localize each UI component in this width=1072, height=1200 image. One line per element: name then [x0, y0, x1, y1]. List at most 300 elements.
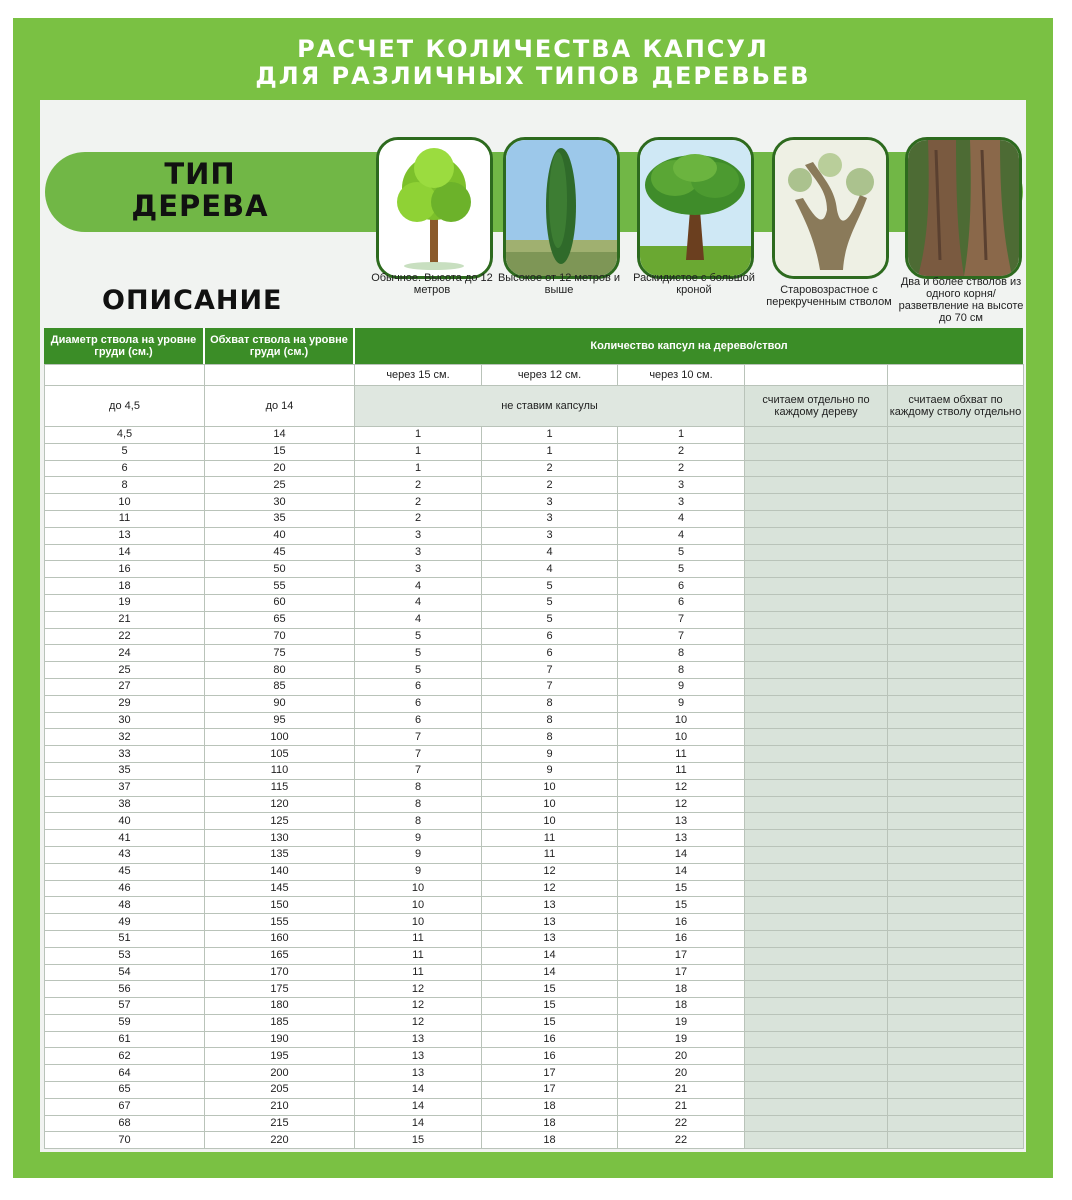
- capsules-12-cell: 10: [482, 813, 618, 830]
- multi-trunk-cell: [888, 1014, 1024, 1031]
- multi-trunk-note: считаем обхват по каждому стволу отдельно: [888, 386, 1024, 427]
- table-row: [45, 628, 1024, 645]
- capsules-15-cell: 7: [355, 729, 482, 746]
- girth-cell: 15: [205, 443, 355, 460]
- multi-trunk-cell: [888, 729, 1024, 746]
- poster-title: [13, 36, 1053, 90]
- table-row: [45, 846, 1024, 863]
- multi-trunk-cell: [888, 645, 1024, 662]
- table-row: [45, 712, 1024, 729]
- spacing-10: через 10 см.: [618, 365, 745, 386]
- old-tree-cell: [745, 846, 888, 863]
- capsules-10-cell: 15: [618, 880, 745, 897]
- diameter-cell: 11: [45, 510, 205, 527]
- old-tree-cell: [745, 1031, 888, 1048]
- multi-trunk-cell: [888, 998, 1024, 1015]
- capsules-12-cell: 13: [482, 930, 618, 947]
- table-row: [45, 930, 1024, 947]
- capsules-12-cell: 14: [482, 947, 618, 964]
- girth-cell: 175: [205, 981, 355, 998]
- old-tree-cell: [745, 964, 888, 981]
- capsules-10-cell: 8: [618, 645, 745, 662]
- capsules-15-cell: 8: [355, 796, 482, 813]
- capsules-12-cell: 3: [482, 494, 618, 511]
- capsules-12-cell: 18: [482, 1132, 618, 1149]
- capsules-12-cell: 8: [482, 695, 618, 712]
- old-tree-cell: [745, 813, 888, 830]
- capsules-15-cell: 3: [355, 561, 482, 578]
- capsules-12-cell: 11: [482, 846, 618, 863]
- multi-trunk-cell: [888, 494, 1024, 511]
- capsules-15-cell: 12: [355, 981, 482, 998]
- capsules-15-cell: 1: [355, 460, 482, 477]
- capsules-12-cell: 4: [482, 544, 618, 561]
- table-row: [45, 561, 1024, 578]
- table-row: [45, 1098, 1024, 1115]
- capsules-10-cell: 22: [618, 1115, 745, 1132]
- capsules-10-cell: 2: [618, 443, 745, 460]
- capsules-12-cell: 9: [482, 746, 618, 763]
- capsules-15-cell: 5: [355, 628, 482, 645]
- multi-trunk-cell: [888, 1098, 1024, 1115]
- old-tree-cell: [745, 427, 888, 444]
- multi-trunk-cell: [888, 813, 1024, 830]
- capsules-10-cell: 13: [618, 813, 745, 830]
- capsules-12-cell: 2: [482, 460, 618, 477]
- girth-cell: 105: [205, 746, 355, 763]
- table-row: [45, 494, 1024, 511]
- capsules-15-cell: 9: [355, 863, 482, 880]
- capsules-15-cell: 2: [355, 494, 482, 511]
- capsules-15-cell: 13: [355, 1065, 482, 1082]
- capsules-10-cell: 11: [618, 762, 745, 779]
- girth-cell: 165: [205, 947, 355, 964]
- capsule-table: [44, 364, 1024, 1149]
- capsules-10-cell: 14: [618, 846, 745, 863]
- diameter-cell: 33: [45, 746, 205, 763]
- old-tree-cell: [745, 460, 888, 477]
- capsules-10-cell: 5: [618, 561, 745, 578]
- empty-cell: [745, 365, 888, 386]
- old-tree-cell: [745, 678, 888, 695]
- multi-trunk-cell: [888, 1115, 1024, 1132]
- poster-frame: [13, 18, 1053, 1178]
- diameter-cell: 43: [45, 846, 205, 863]
- diameter-cell: 10: [45, 494, 205, 511]
- diameter-cell: 56: [45, 981, 205, 998]
- capsules-12-cell: 9: [482, 762, 618, 779]
- old-tree-cell: [745, 1014, 888, 1031]
- diameter-cell: 61: [45, 1031, 205, 1048]
- capsules-12-cell: 5: [482, 594, 618, 611]
- old-tree-cell: [745, 1048, 888, 1065]
- capsules-10-cell: 6: [618, 578, 745, 595]
- multi-trunk-cell: [888, 779, 1024, 796]
- old-tree-cell: [745, 947, 888, 964]
- table-row: [45, 510, 1024, 527]
- old-tree-cell: [745, 746, 888, 763]
- capsules-10-cell: 16: [618, 914, 745, 931]
- capsules-10-cell: 4: [618, 527, 745, 544]
- girth-cell: 60: [205, 594, 355, 611]
- old-tree-cell: [745, 494, 888, 511]
- diameter-cell: 6: [45, 460, 205, 477]
- table-row: [45, 1082, 1024, 1099]
- old-tree-cell: [745, 998, 888, 1015]
- diameter-cell: 21: [45, 611, 205, 628]
- old-tree-cell: [745, 796, 888, 813]
- girth-cell: 160: [205, 930, 355, 947]
- girth-cell: 155: [205, 914, 355, 931]
- diameter-cell: 14: [45, 544, 205, 561]
- capsules-10-cell: 21: [618, 1098, 745, 1115]
- table-row: [45, 527, 1024, 544]
- table-row: [45, 662, 1024, 679]
- capsules-10-cell: 17: [618, 947, 745, 964]
- tree-desc-old: Старовозрастное с перекрученным стволом: [766, 284, 892, 308]
- girth-cell: 115: [205, 779, 355, 796]
- girth-cell: 100: [205, 729, 355, 746]
- diameter-cell: 64: [45, 1065, 205, 1082]
- table-row: [45, 443, 1024, 460]
- table-row: [45, 947, 1024, 964]
- girth-cell: 14: [205, 427, 355, 444]
- girth-cell: 210: [205, 1098, 355, 1115]
- table-row: [45, 594, 1024, 611]
- capsules-15-cell: 2: [355, 510, 482, 527]
- capsules-12-cell: 17: [482, 1065, 618, 1082]
- girth-cell: 120: [205, 796, 355, 813]
- capsules-10-cell: 10: [618, 729, 745, 746]
- multi-trunk-cell: [888, 1065, 1024, 1082]
- girth-cell: 50: [205, 561, 355, 578]
- capsules-12-cell: 8: [482, 729, 618, 746]
- diameter-cell: 62: [45, 1048, 205, 1065]
- capsules-10-cell: 18: [618, 998, 745, 1015]
- diameter-cell: 48: [45, 897, 205, 914]
- empty-cell: [45, 365, 205, 386]
- capsules-10-cell: 7: [618, 611, 745, 628]
- diameter-cell: 70: [45, 1132, 205, 1149]
- capsules-12-cell: 7: [482, 678, 618, 695]
- multi-trunk-cell: [888, 460, 1024, 477]
- diameter-cell: 37: [45, 779, 205, 796]
- multi-trunk-cell: [888, 914, 1024, 931]
- diameter-cell: 45: [45, 863, 205, 880]
- capsules-12-cell: 17: [482, 1082, 618, 1099]
- capsules-10-cell: 2: [618, 460, 745, 477]
- capsules-10-cell: 9: [618, 695, 745, 712]
- old-twisted-tree-icon: [772, 137, 889, 279]
- capsules-15-cell: 7: [355, 746, 482, 763]
- description-label: ОПИСАНИЕ: [102, 285, 283, 316]
- capsules-12-cell: 8: [482, 712, 618, 729]
- girth-cell: 145: [205, 880, 355, 897]
- diameter-cell: 57: [45, 998, 205, 1015]
- girth-cell: 215: [205, 1115, 355, 1132]
- capsules-10-cell: 3: [618, 477, 745, 494]
- old-tree-cell: [745, 863, 888, 880]
- old-tree-cell: [745, 830, 888, 847]
- girth-cell: 40: [205, 527, 355, 544]
- girth-cell: 95: [205, 712, 355, 729]
- capsules-15-cell: 8: [355, 779, 482, 796]
- capsules-15-cell: 10: [355, 914, 482, 931]
- old-tree-cell: [745, 779, 888, 796]
- table-row: [45, 813, 1024, 830]
- multi-trunk-cell: [888, 1132, 1024, 1149]
- girth-cell: 140: [205, 863, 355, 880]
- capsules-15-cell: 9: [355, 830, 482, 847]
- diameter-cell: 38: [45, 796, 205, 813]
- capsules-15-cell: 3: [355, 544, 482, 561]
- capsules-15-cell: 11: [355, 964, 482, 981]
- girth-cell: 170: [205, 964, 355, 981]
- old-tree-cell: [745, 762, 888, 779]
- old-tree-cell: [745, 662, 888, 679]
- capsules-15-cell: 7: [355, 762, 482, 779]
- capsules-10-cell: 11: [618, 746, 745, 763]
- table-row: [45, 964, 1024, 981]
- multi-trunk-cell: [888, 510, 1024, 527]
- table-row: [45, 863, 1024, 880]
- girth-cell: 130: [205, 830, 355, 847]
- header-girth: Обхват ствола на уровне груди (см.): [210, 334, 348, 358]
- diameter-cell: 24: [45, 645, 205, 662]
- diameter-cell: 5: [45, 443, 205, 460]
- table-row: [45, 1115, 1024, 1132]
- diameter-cell: 22: [45, 628, 205, 645]
- capsules-15-cell: 12: [355, 998, 482, 1015]
- multi-trunk-tree-icon: [905, 137, 1022, 279]
- old-tree-cell: [745, 443, 888, 460]
- diameter-cell: 18: [45, 578, 205, 595]
- girth-cell: 150: [205, 897, 355, 914]
- multi-trunk-cell: [888, 443, 1024, 460]
- girth-cell: 55: [205, 578, 355, 595]
- table-row: [45, 830, 1024, 847]
- diameter-cell: 19: [45, 594, 205, 611]
- capsules-15-cell: 13: [355, 1048, 482, 1065]
- header-diameter: Диаметр ствола на уровне груди (см.): [50, 334, 197, 358]
- old-tree-cell: [745, 981, 888, 998]
- old-tree-cell: [745, 561, 888, 578]
- capsules-12-cell: 13: [482, 914, 618, 931]
- capsules-12-cell: 14: [482, 964, 618, 981]
- table-row: [45, 981, 1024, 998]
- girth-cell: 30: [205, 494, 355, 511]
- girth-cell: 80: [205, 662, 355, 679]
- multi-trunk-cell: [888, 594, 1024, 611]
- no-capsules-cell: не ставим капсулы: [355, 386, 745, 427]
- header-capsules: Количество капсул на дерево/ствол: [590, 340, 788, 352]
- capsules-10-cell: 9: [618, 678, 745, 695]
- capsules-10-cell: 13: [618, 830, 745, 847]
- capsules-12-cell: 5: [482, 611, 618, 628]
- multi-trunk-cell: [888, 897, 1024, 914]
- old-tree-cell: [745, 510, 888, 527]
- capsules-10-cell: 10: [618, 712, 745, 729]
- tree-desc-spreading: Раскидистое с большой кроной: [633, 272, 755, 296]
- multi-trunk-cell: [888, 611, 1024, 628]
- table-row: [45, 1014, 1024, 1031]
- diameter-cell: 67: [45, 1098, 205, 1115]
- multi-trunk-cell: [888, 947, 1024, 964]
- capsules-12-cell: 12: [482, 863, 618, 880]
- multi-trunk-cell: [888, 1082, 1024, 1099]
- capsules-12-cell: 1: [482, 443, 618, 460]
- girth-cell: 65: [205, 611, 355, 628]
- capsules-15-cell: 11: [355, 947, 482, 964]
- table-row-small-tree: [45, 386, 1024, 427]
- capsules-10-cell: 3: [618, 494, 745, 511]
- diameter-cell: 53: [45, 947, 205, 964]
- table-row: [45, 796, 1024, 813]
- table-row: [45, 880, 1024, 897]
- capsules-12-cell: 4: [482, 561, 618, 578]
- table-row: [45, 695, 1024, 712]
- multi-trunk-cell: [888, 712, 1024, 729]
- capsules-12-cell: 10: [482, 796, 618, 813]
- capsules-12-cell: 3: [482, 527, 618, 544]
- old-tree-cell: [745, 527, 888, 544]
- capsules-15-cell: 5: [355, 662, 482, 679]
- multi-trunk-cell: [888, 561, 1024, 578]
- tree-desc-tall: Высокое от 12 метров и выше: [497, 272, 621, 296]
- capsules-10-cell: 19: [618, 1014, 745, 1031]
- capsules-12-cell: 15: [482, 998, 618, 1015]
- tree-type-label: [100, 158, 300, 222]
- capsules-15-cell: 6: [355, 678, 482, 695]
- tree-type-label-line-1: ТИП: [164, 157, 236, 191]
- old-tree-cell: [745, 712, 888, 729]
- table-row: [45, 544, 1024, 561]
- old-tree-note: считаем отдельно по каждому дереву: [745, 386, 888, 427]
- tall-cypress-tree-icon: [503, 137, 620, 279]
- old-tree-cell: [745, 897, 888, 914]
- capsules-15-cell: 6: [355, 712, 482, 729]
- capsules-12-cell: 18: [482, 1115, 618, 1132]
- diameter-cell: 40: [45, 813, 205, 830]
- girth-cell: 20: [205, 460, 355, 477]
- old-tree-cell: [745, 477, 888, 494]
- multi-trunk-cell: [888, 1031, 1024, 1048]
- multi-trunk-cell: [888, 544, 1024, 561]
- capsules-10-cell: 12: [618, 796, 745, 813]
- capsules-15-cell: 1: [355, 427, 482, 444]
- capsules-12-cell: 13: [482, 897, 618, 914]
- capsules-15-cell: 14: [355, 1115, 482, 1132]
- old-tree-cell: [745, 1098, 888, 1115]
- capsules-15-cell: 10: [355, 897, 482, 914]
- multi-trunk-cell: [888, 880, 1024, 897]
- old-tree-cell: [745, 594, 888, 611]
- diameter-cell: 65: [45, 1082, 205, 1099]
- capsules-15-cell: 13: [355, 1031, 482, 1048]
- old-tree-cell: [745, 1132, 888, 1149]
- capsules-10-cell: 21: [618, 1082, 745, 1099]
- tree-desc-ordinary: Обычное. Высота до 12 метров: [371, 272, 493, 296]
- table-row: [45, 779, 1024, 796]
- capsules-12-cell: 7: [482, 662, 618, 679]
- old-tree-cell: [745, 628, 888, 645]
- capsules-15-cell: 4: [355, 611, 482, 628]
- old-tree-cell: [745, 695, 888, 712]
- capsules-12-cell: 6: [482, 645, 618, 662]
- girth-cell: 135: [205, 846, 355, 863]
- capsules-15-cell: 6: [355, 695, 482, 712]
- multi-trunk-cell: [888, 981, 1024, 998]
- table-row: [45, 1031, 1024, 1048]
- capsules-15-cell: 12: [355, 1014, 482, 1031]
- capsules-10-cell: 16: [618, 930, 745, 947]
- multi-trunk-cell: [888, 695, 1024, 712]
- diameter-cell: 68: [45, 1115, 205, 1132]
- girth-cell: 200: [205, 1065, 355, 1082]
- old-tree-cell: [745, 578, 888, 595]
- tree-type-label-line-2: ДЕРЕВА: [131, 189, 269, 223]
- diameter-cell: 29: [45, 695, 205, 712]
- capsules-15-cell: 14: [355, 1082, 482, 1099]
- capsules-10-cell: 17: [618, 964, 745, 981]
- capsules-15-cell: 15: [355, 1132, 482, 1149]
- capsules-10-cell: 8: [618, 662, 745, 679]
- ordinary-tree-icon: [376, 137, 493, 279]
- table-row: [45, 746, 1024, 763]
- diameter-cell: 13: [45, 527, 205, 544]
- old-tree-cell: [745, 880, 888, 897]
- girth-cell: 205: [205, 1082, 355, 1099]
- capsules-10-cell: 12: [618, 779, 745, 796]
- spacing-row: [45, 365, 1024, 386]
- diameter-cell: до 4,5: [45, 386, 205, 427]
- table-row: [45, 427, 1024, 444]
- girth-cell: 90: [205, 695, 355, 712]
- capsules-12-cell: 18: [482, 1098, 618, 1115]
- girth-cell: 190: [205, 1031, 355, 1048]
- diameter-cell: 30: [45, 712, 205, 729]
- capsules-12-cell: 10: [482, 779, 618, 796]
- table-row: [45, 477, 1024, 494]
- table-row: [45, 729, 1024, 746]
- multi-trunk-cell: [888, 746, 1024, 763]
- diameter-cell: 46: [45, 880, 205, 897]
- table-row: [45, 645, 1024, 662]
- diameter-cell: 25: [45, 662, 205, 679]
- girth-cell: 35: [205, 510, 355, 527]
- spacing-12: через 12 см.: [482, 365, 618, 386]
- old-tree-cell: [745, 645, 888, 662]
- capsules-10-cell: 4: [618, 510, 745, 527]
- capsules-15-cell: 3: [355, 527, 482, 544]
- capsules-10-cell: 20: [618, 1048, 745, 1065]
- capsules-12-cell: 16: [482, 1031, 618, 1048]
- capsules-15-cell: 11: [355, 930, 482, 947]
- girth-cell: 110: [205, 762, 355, 779]
- table-header-row: [44, 328, 1023, 364]
- multi-trunk-cell: [888, 863, 1024, 880]
- content-panel: [40, 100, 1026, 1152]
- table-row: [45, 762, 1024, 779]
- capsules-10-cell: 5: [618, 544, 745, 561]
- capsules-12-cell: 2: [482, 477, 618, 494]
- capsules-15-cell: 8: [355, 813, 482, 830]
- capsules-12-cell: 11: [482, 830, 618, 847]
- spacing-15: через 15 см.: [355, 365, 482, 386]
- capsules-10-cell: 1: [618, 427, 745, 444]
- multi-trunk-cell: [888, 1048, 1024, 1065]
- diameter-cell: 59: [45, 1014, 205, 1031]
